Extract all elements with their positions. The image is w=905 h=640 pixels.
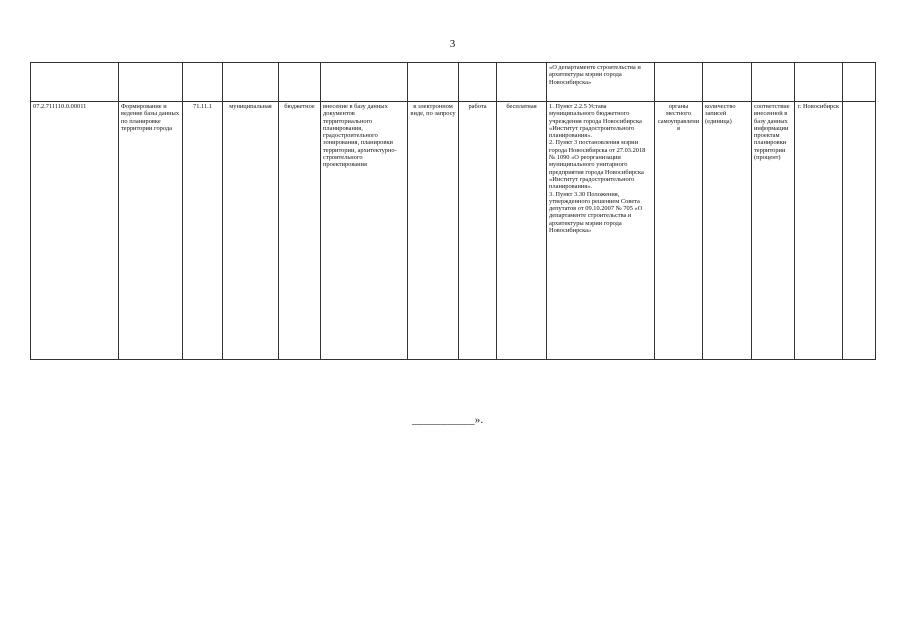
cell-form — [408, 63, 459, 102]
cell-okved — [183, 63, 223, 102]
cell-code: 07.2.711110.0.00011 — [31, 102, 119, 360]
cell-type — [223, 63, 279, 102]
cell-consumers — [655, 63, 703, 102]
table-row — [31, 102, 876, 360]
cell-volume-indicator — [703, 63, 752, 102]
page-number: 3 — [449, 38, 456, 50]
cell-payment — [497, 63, 547, 102]
cell-volume-indicator: количество записей (единица) — [703, 102, 752, 360]
cell-institution: бюджетное — [279, 102, 321, 360]
closing-mark: ___________». — [412, 414, 484, 426]
cell-legal-basis: «О департаменте строительства и архитектуры мэрии города Новосибирска» — [547, 63, 655, 102]
cell-payment: бесплатная — [497, 102, 547, 360]
cell-kind: работа — [459, 102, 497, 360]
cell-location: г. Новосибирск — [795, 102, 843, 360]
cell-form: в электронном виде, по запросу — [408, 102, 459, 360]
cell-extra — [843, 63, 876, 102]
cell-content: внесение в базу данных документов территориального планирования, градостроительного зонирования, планировки территории, архитектурно-строительного проектирования — [321, 102, 408, 360]
cell-type: муниципальная — [223, 102, 279, 360]
cell-name — [119, 63, 183, 102]
services-register-table — [30, 62, 876, 360]
cell-quality-indicator — [752, 63, 795, 102]
cell-quality-indicator: соответствие внесенной в базу данных информации проектам планировки территории (процент) — [752, 102, 795, 360]
cell-content — [321, 63, 408, 102]
cell-extra — [843, 102, 876, 360]
cell-name: Формирование и ведение базы данных по планировке территории города — [119, 102, 183, 360]
table-row — [31, 63, 876, 102]
cell-location — [795, 63, 843, 102]
cell-code — [31, 63, 119, 102]
cell-okved: 71.11.1 — [183, 102, 223, 360]
cell-consumers: органы местного самоуправления — [655, 102, 703, 360]
cell-institution — [279, 63, 321, 102]
cell-kind — [459, 63, 497, 102]
cell-legal-basis: 1. Пункт 2.2.5 Устава муниципального бюджетного учреждения города Новосибирска «Институт градостроительного планирования». 2. Пункт 3 постановления мэрии города Новосибирска от 27.03.2018 № 1090 «О реорганизации муниципального унитарного предприятия города Новосибирска «Институт градостроительного планирования». 3. Пункт 3.30 Положения, утвержденного решением Совета депутатов от 09.10.2007 № 705 «О департаменте строительства и архитектуры мэрии города Новосибирска» — [547, 102, 655, 360]
